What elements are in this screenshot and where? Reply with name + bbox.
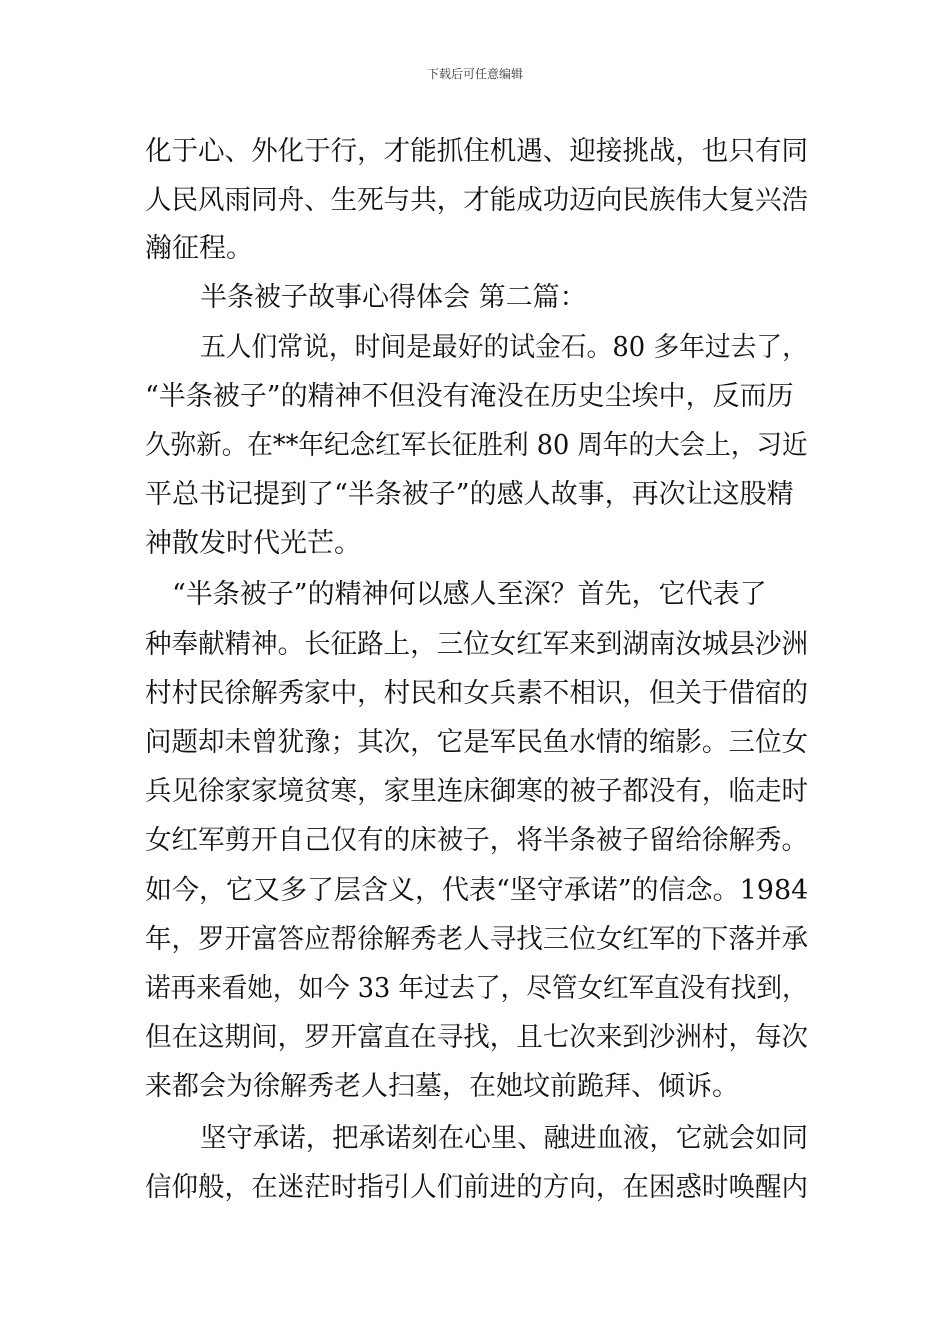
- text-line: [0, 620, 950, 669]
- text-line-content: 坚守承诺，把承诺刻在心里、融进血液，它就会如同: [200, 1123, 808, 1154]
- text-line: [0, 964, 950, 1013]
- text-line: [0, 1013, 950, 1062]
- text-line-content: 瀚征程。: [145, 233, 253, 264]
- text-line-content: 信仰般，在迷茫时指引人们前进的方向，在困惑时唤醒内: [145, 1172, 808, 1203]
- text-line-content: 兵见徐家家境贫寒，家里连床御寒的被子都没有，临走时: [145, 776, 808, 807]
- section-heading-text: 半条被子故事心得体会 第二篇：: [200, 282, 587, 313]
- text-line-content: 平总书记提到了“半条被子”的感人故事，再次让这股精: [145, 479, 794, 510]
- text-line: [0, 866, 950, 915]
- text-line-content: 问题却未曾犹豫；其次，它是军民鱼水情的缩影。三位女: [145, 727, 808, 758]
- text-line-content: 化于心、外化于行，才能抓住机遇、迎接挑战，也只有同: [145, 136, 808, 167]
- text-line-content: 神散发时代光芒。: [145, 528, 361, 559]
- text-line: [0, 372, 950, 421]
- text-line-content: 女红军剪开自己仅有的床被子，将半条被子留给徐解秀。: [145, 825, 808, 856]
- text-line-content: 诺再来看她，如今 33 年过去了，尽管女红军直没有找到，: [145, 973, 808, 1004]
- text-line-content: 来都会为徐解秀老人扫墓，在她坟前跪拜、倾诉。: [145, 1071, 739, 1102]
- page-header: 下载后可任意编辑: [426, 67, 523, 81]
- text-line: [0, 176, 950, 225]
- text-line: [0, 421, 950, 470]
- text-line: [0, 519, 950, 568]
- text-line: [0, 127, 950, 176]
- text-line-content: 年，罗开富答应帮徐解秀老人寻找三位女红军的下落并承: [145, 924, 808, 955]
- text-line-content: “半条被子”的精神何以感人至深？首先，它代表了: [172, 579, 767, 610]
- text-line: [0, 470, 950, 519]
- text-line-content: 种奉献精神。长征路上，三位女红军来到湖南汝城县沙洲: [145, 629, 808, 660]
- text-line: [0, 323, 950, 372]
- text-line: [0, 1062, 950, 1111]
- text-line: [0, 669, 950, 718]
- text-line-content: 如今，它又多了层含义，代表“坚守承诺”的信念。1984: [145, 875, 809, 906]
- text-line-content: 久弥新。在**年纪念红军长征胜利 80 周年的大会上，习近: [145, 430, 808, 461]
- text-line: [0, 718, 950, 767]
- text-line: [0, 915, 950, 964]
- text-line: [0, 767, 950, 816]
- text-line-content: “半条被子”的精神不但没有淹没在历史尘埃中，反而历: [145, 381, 794, 412]
- section-heading: [0, 273, 950, 322]
- text-line-content: 五人们常说，时间是最好的试金石。80 多年过去了，: [200, 332, 808, 363]
- text-line: [0, 224, 950, 273]
- text-line: [0, 570, 950, 619]
- text-line: [0, 1114, 950, 1163]
- text-line-content: 人民风雨同舟、生死与共，才能成功迈向民族伟大复兴浩: [145, 185, 808, 216]
- text-line: [0, 816, 950, 865]
- text-line-content: 但在这期间，罗开富直在寻找，且七次来到沙洲村，每次: [145, 1022, 808, 1053]
- text-line-content: 村村民徐解秀家中，村民和女兵素不相识，但关于借宿的: [145, 678, 808, 709]
- text-line: [0, 1163, 950, 1212]
